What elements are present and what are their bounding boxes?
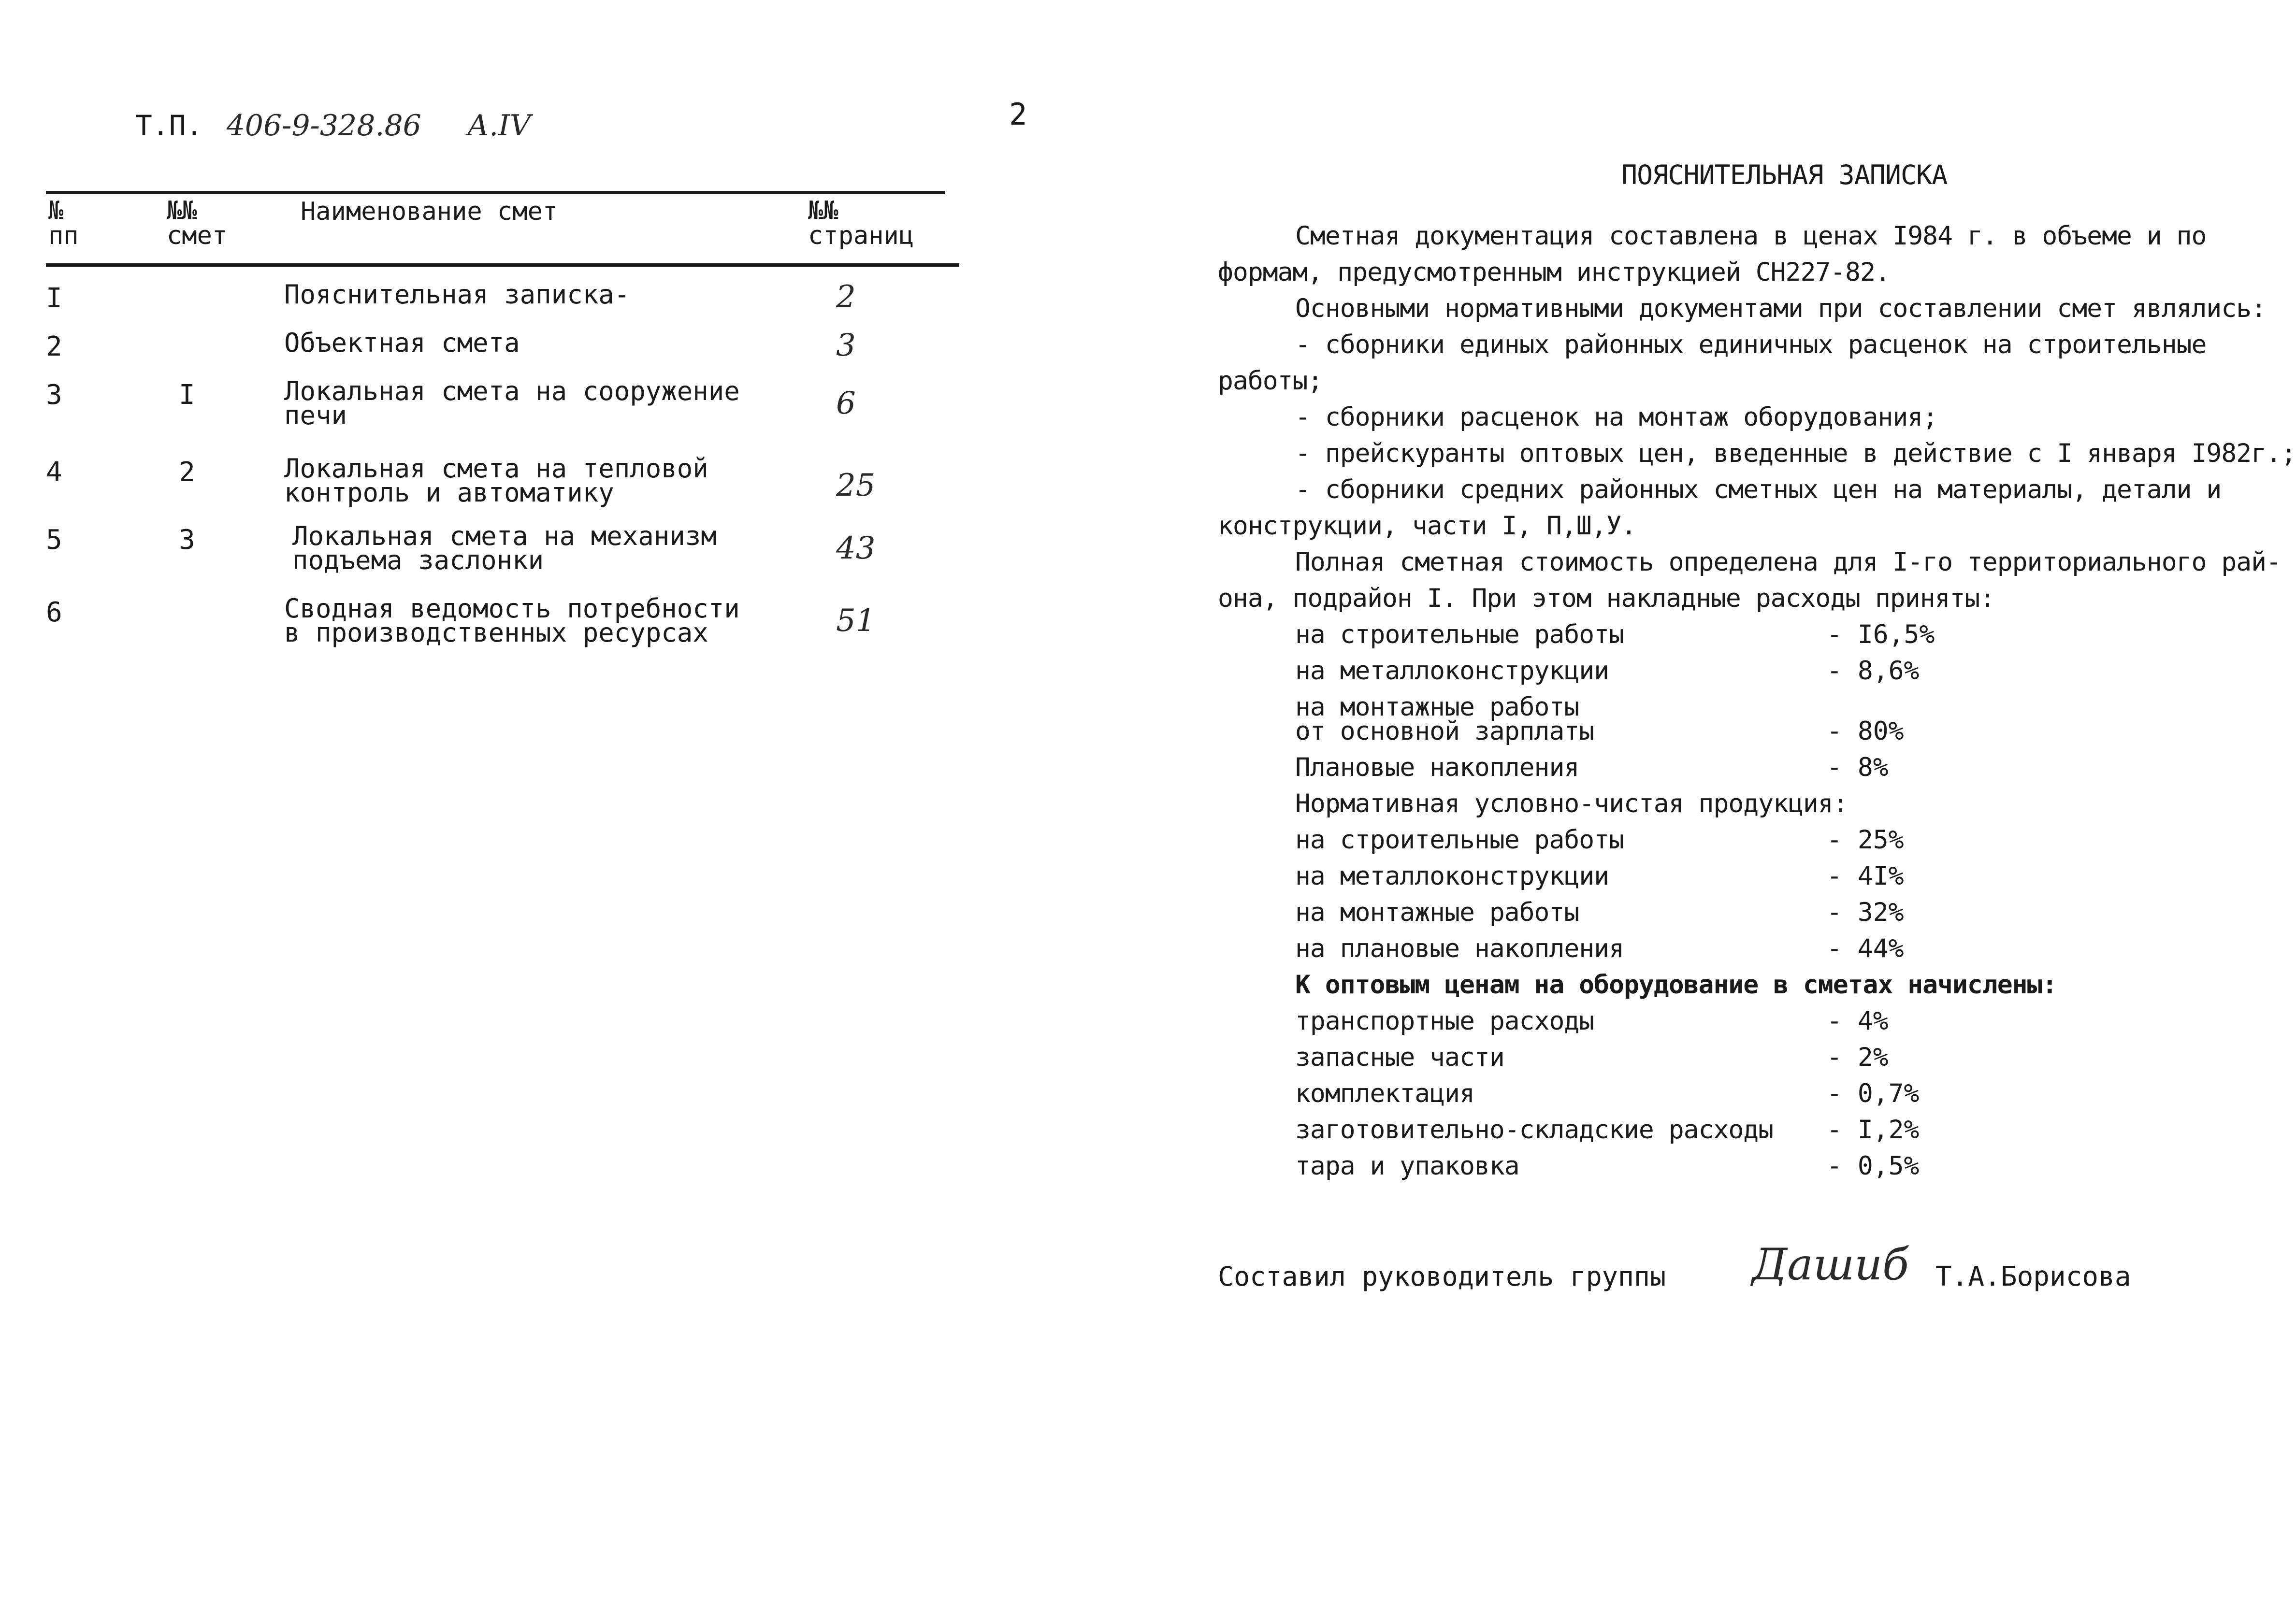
overhead-rate-label: на монтажные работы — [1295, 692, 1579, 722]
equipment-surcharge-value: - 2% — [1827, 1043, 1889, 1072]
net-output-label: на строительные работы — [1295, 825, 1624, 855]
note-paragraph-line: она, подрайон I. При этом накладные расходы приняты: — [1218, 584, 1995, 613]
document-code-handwritten: 406-9-328.86 — [226, 109, 421, 143]
note-paragraph-line: Сметная документация составлена в ценах I984 г. в объеме и по — [1295, 221, 2207, 251]
overhead-rate-label: Плановые накопления — [1295, 753, 1579, 782]
signature-label: Составил руководитель группы — [1218, 1261, 1666, 1292]
note-paragraph-line: Нормативная условно-чистая продукция: — [1295, 789, 1848, 818]
net-output-value: - 32% — [1827, 898, 1904, 927]
table-header-rule — [46, 263, 959, 267]
net-output-label: на плановые накопления — [1295, 934, 1624, 963]
net-output-value: - 4I% — [1827, 861, 1904, 891]
header-estimate-number: №№ смет — [167, 196, 228, 250]
signatory-name: Т.А.Борисова — [1935, 1261, 2131, 1292]
overhead-rate-value: - 8% — [1827, 753, 1889, 782]
note-paragraph-line: Основными нормативными документами при составлении смет являлись: — [1295, 294, 2267, 323]
equipment-surcharge-value: - 0,5% — [1827, 1151, 1920, 1181]
equipment-surcharge-value: - I,2% — [1827, 1115, 1920, 1145]
equipment-surcharge-value: - 0,7% — [1827, 1079, 1920, 1108]
note-bullet-line: работы; — [1218, 366, 1323, 396]
equipment-surcharge-label: тара и упаковка — [1295, 1151, 1519, 1181]
overhead-rate-value: - 80% — [1827, 716, 1904, 746]
note-bullet-line: конструкции, части I, П,Ш,У. — [1218, 511, 1636, 541]
net-output-label: на монтажные работы — [1295, 898, 1579, 927]
header-estimate-name: Наименование смет — [301, 197, 558, 226]
equipment-surcharge-label: комплектация — [1295, 1079, 1474, 1108]
note-bullet-line: - сборники единых районных единичных расценок на строительные — [1295, 330, 2207, 359]
note-paragraph-line: К оптовым ценам на оборудование в сметах начислены: — [1295, 970, 2057, 1000]
overhead-rate-label: от основной зарплаты — [1295, 716, 1594, 746]
note-paragraph-line: формам, предусмотренным инструкцией СН227-82. — [1218, 258, 1890, 287]
overhead-rate-label: на строительные работы — [1295, 620, 1624, 649]
note-title: ПОЯСНИТЕЛЬНАЯ ЗАПИСКА — [1621, 159, 1948, 190]
equipment-surcharge-label: заготовительно-складские расходы — [1295, 1115, 1774, 1145]
overhead-rate-label: на металлоконструкции — [1295, 656, 1609, 686]
table-top-rule — [46, 191, 945, 194]
header-page-numbers: №№ страниц — [808, 196, 914, 250]
net-output-value: - 25% — [1827, 825, 1904, 855]
page-number: 2 — [1009, 97, 1027, 132]
net-output-label: на металлоконструкции — [1295, 861, 1609, 891]
net-output-value: - 44% — [1827, 934, 1904, 963]
equipment-surcharge-label: транспортные расходы — [1295, 1006, 1594, 1036]
note-bullet-line: - прейскуранты оптовых цен, введенные в действие с I января I982г.; — [1295, 439, 2296, 468]
document-code-typed: Т.П. — [135, 109, 203, 142]
album-number-handwritten: А.IV — [467, 109, 531, 143]
header-item-number: № пп — [48, 196, 79, 250]
note-paragraph-line: Полная сметная стоимость определена для I-го территориального рай- — [1295, 547, 2281, 577]
overhead-rate-value: - I6,5% — [1827, 620, 1935, 649]
note-bullet-line: - сборники расценок на монтаж оборудования; — [1295, 402, 1938, 432]
document-code — [135, 109, 531, 143]
equipment-surcharge-value: - 4% — [1827, 1006, 1889, 1036]
note-bullet-line: - сборники средних районных сметных цен на материалы, детали и — [1295, 475, 2222, 504]
equipment-surcharge-label: запасные части — [1295, 1043, 1504, 1072]
overhead-rate-value: - 8,6% — [1827, 656, 1920, 686]
handwritten-signature: Дашиб — [1752, 1239, 1909, 1290]
